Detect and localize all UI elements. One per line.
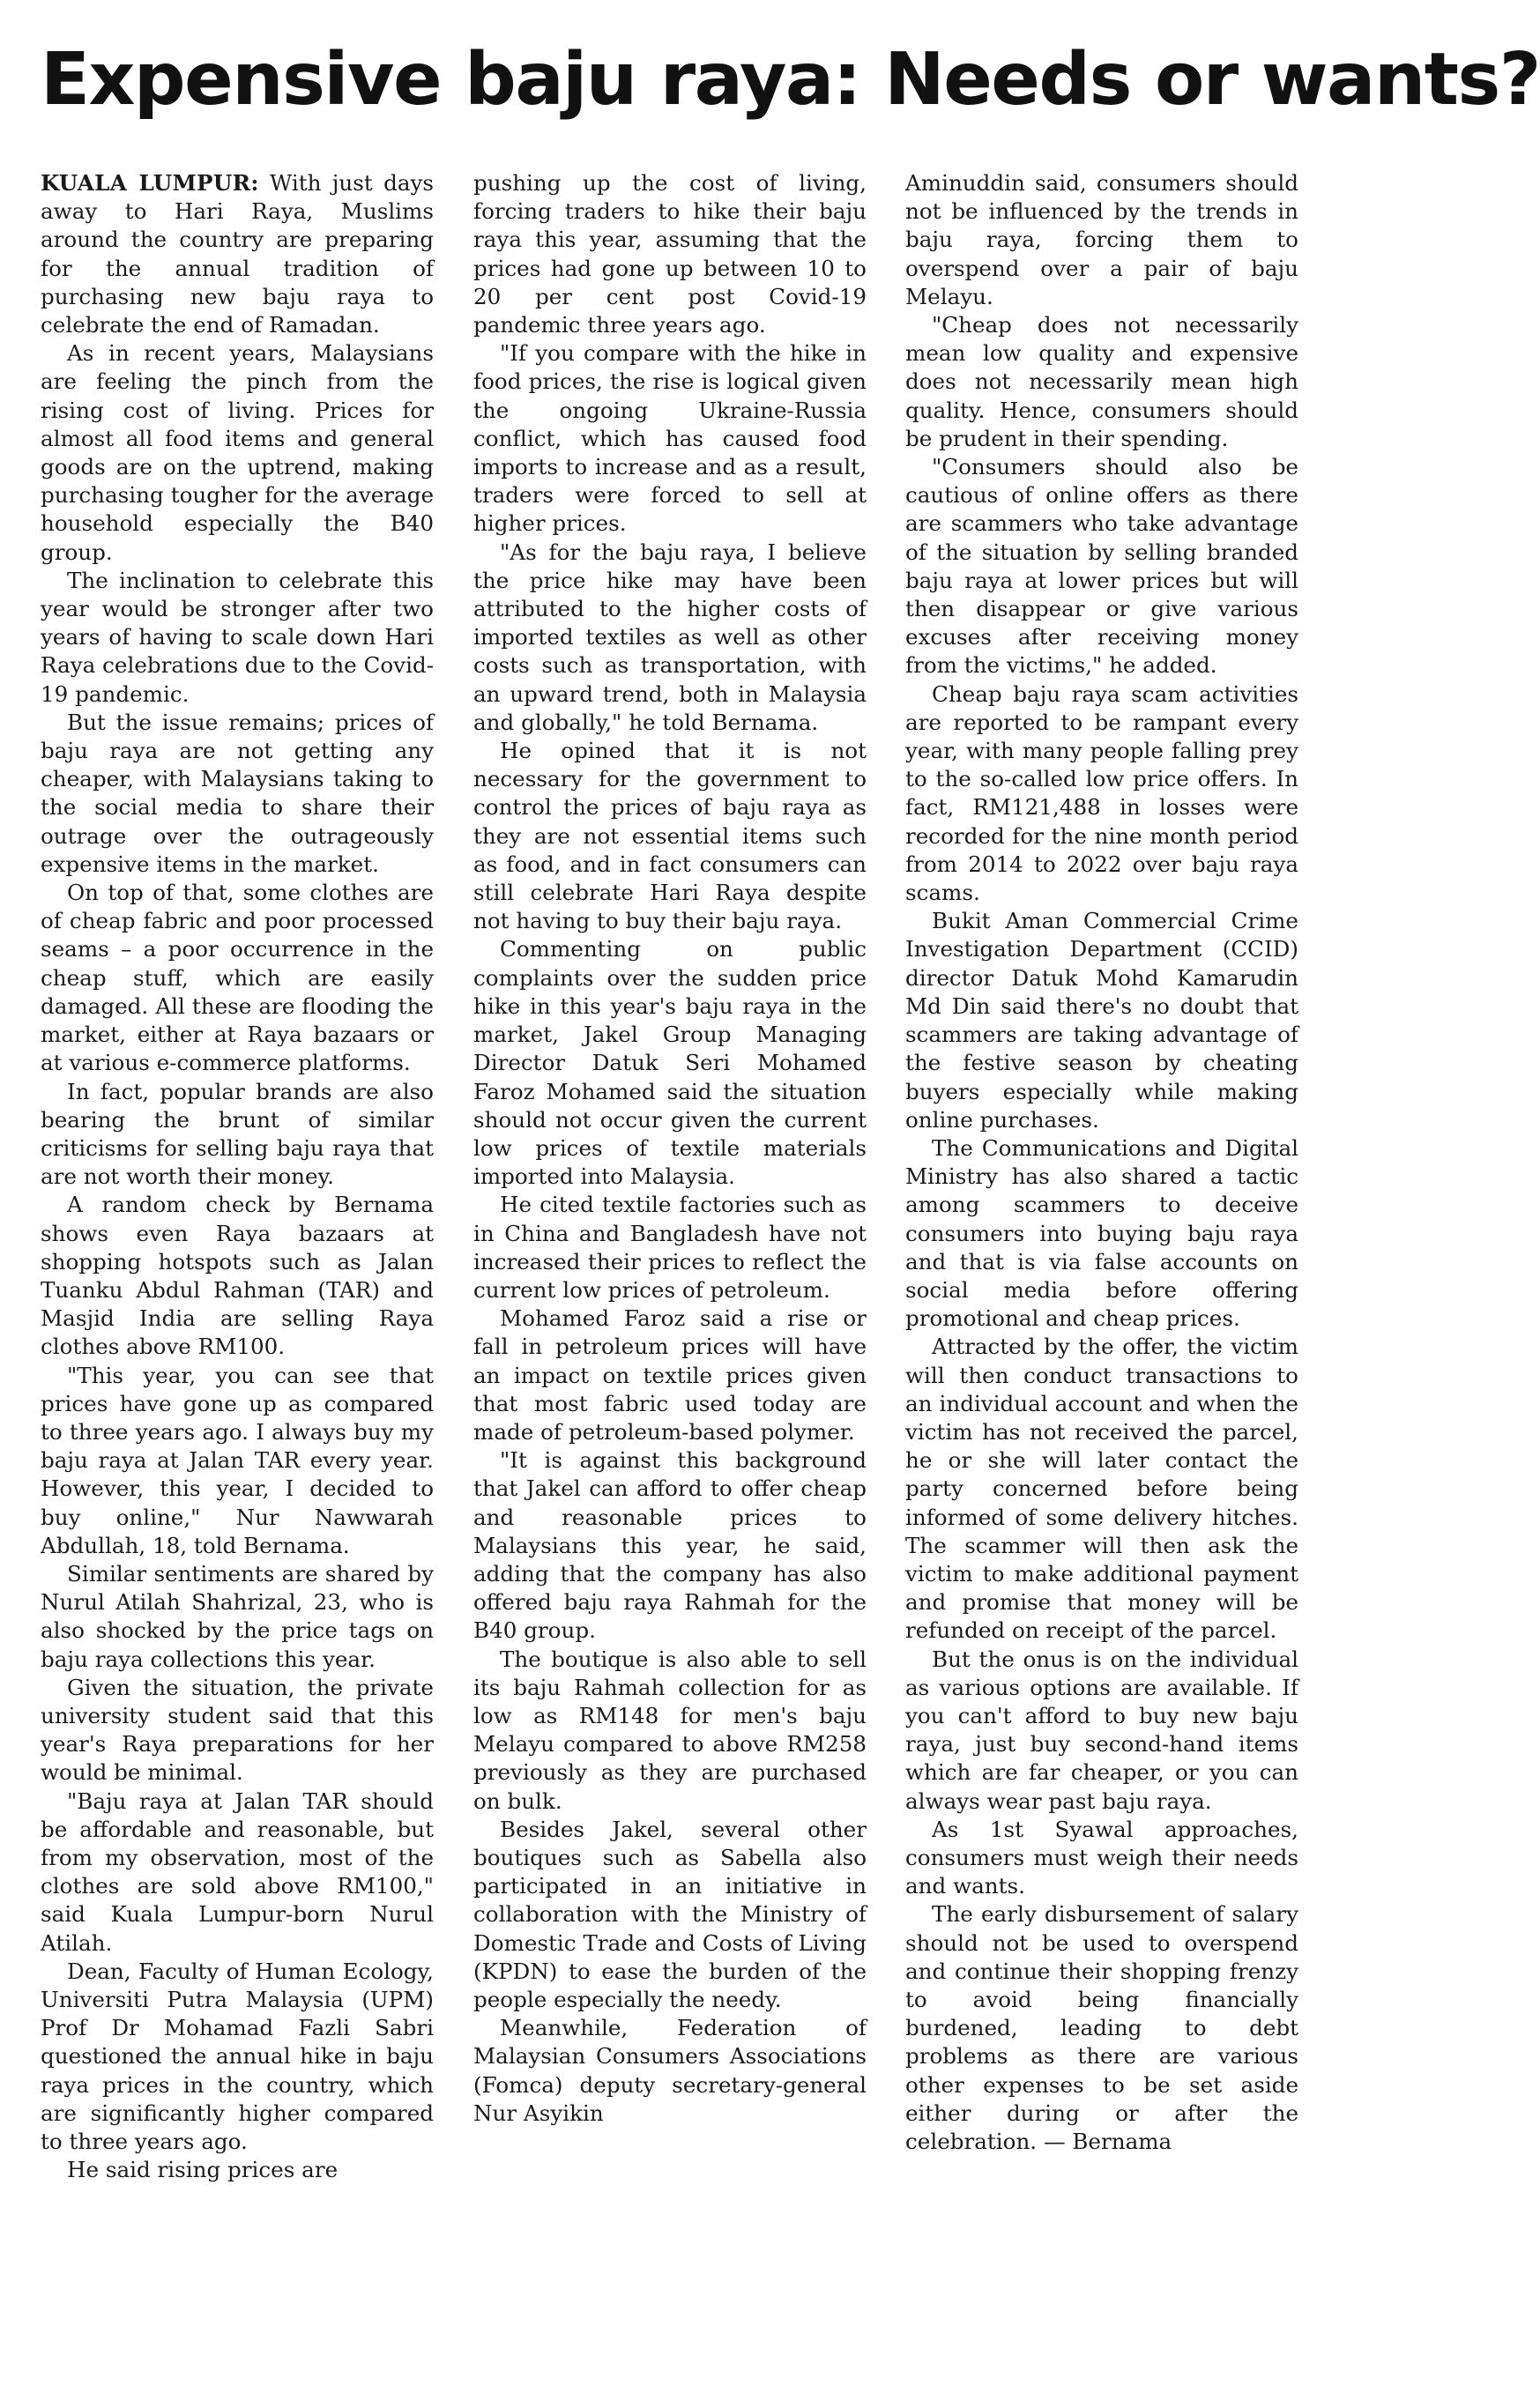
paragraph: "It is against this background that Jakel can afford to offer cheap and reasonable prices to Malaysians this year, he said, adding that the company has also offered baju raya Rahmah for the B40 group. <box>473 1447 867 1644</box>
paragraph: On top of that, some clothes are of cheap fabric and poor processed seams – a poor occurrence in the cheap stuff, which are easily damaged. All these are flooding the market, either at Raya bazaars or at various e-commerce platforms. <box>41 880 434 1076</box>
paragraph: But the onus is on the individual as various options are available. If you can't afford to buy new baju raya, just buy second-hand items which are far cheaper, or you can always wear past baju raya. <box>905 1646 1298 1814</box>
article-column-1 <box>41 169 434 2184</box>
paragraph: Dean, Faculty of Human Ecology, Universiti Putra Malaysia (UPM) Prof Dr Mohamad Fazli Sabri questioned the annual hike in baju raya prices in the country, which are significantly higher compared to three years ago. <box>41 1958 434 2155</box>
paragraph: "If you compare with the hike in food prices, the rise is logical given the ongoing Ukraine-Russia conflict, which has caused food imports to increase and as a result, traders were forced to sell at higher prices. <box>473 340 867 537</box>
paragraph: Commenting on public complaints over the sudden price hike in this year's baju raya in the market, Jakel Group Managing Director Datuk Seri Mohamed Faroz Mohamed said the situation should not occur given the current low prices of textile materials imported into Malaysia. <box>473 936 867 1190</box>
paragraph: But the issue remains; prices of baju raya are not getting any cheaper, with Malaysians taking to the social media to share their outrage over the outrageously expensive items in the market. <box>41 709 434 877</box>
paragraph: He said rising prices are <box>67 2157 339 2183</box>
paragraph: As 1st Syawal approaches, consumers must weigh their needs and wants. <box>905 1816 1298 1899</box>
paragraph: "As for the baju raya, I believe the price hike may have been attributed to the higher costs of imported textiles as well as other costs such as transportation, with an upward trend, both in Malaysia and globally," he told Bernama. <box>473 539 867 735</box>
lead-text: With just days away to Hari Raya, Muslims around the country are preparing for the annual tradition of purchasing new baju raya to celebrate the end of Ramadan. <box>41 170 435 338</box>
paragraph: A random check by Bernama shows even Raya bazaars at shopping hotspots such as Jalan Tuanku Abdul Rahman (TAR) and Masjid India are selling Raya clothes above RM100. <box>41 1192 434 1360</box>
paragraph: Mohamed Faroz said a rise or fall in petroleum prices will have an impact on textile prices given that most fabric used today are made of petroleum-based polymer. <box>473 1305 867 1445</box>
paragraph: In fact, popular brands are also bearing the brunt of similar criticisms for selling baju raya that are not worth their money. <box>41 1078 434 1190</box>
paragraph: Bukit Aman Commercial Crime Investigation Department (CCID) director Datuk Mohd Kamarudin Md Din said there's no doubt that scammers are taking advantage of the festive season by cheating buyers especially while making online purchases. <box>905 908 1298 1133</box>
paragraph-continued: pushing up the cost of living, forcing traders to hike their baju raya this year, assuming that the prices had gone up between 10 to 20 per cent post Covid-19 pandemic three years ago. <box>473 170 867 338</box>
paragraph: Attracted by the offer, the victim will then conduct transactions to an individual account and when the victim has not received the parcel, he or she will later contact the party concerned before being informed of some delivery hitches. The scammer will then ask the victim to make additional payment and promise that money will be refunded on receipt of the parcel. <box>905 1334 1298 1644</box>
article-column-3 <box>905 169 1298 2156</box>
paragraph: As in recent years, Malaysians are feeling the pinch from the rising cost of living. Prices for almost all food items and general goods are on the uptrend, making purchasing tougher for the average household especially the B40 group. <box>41 340 434 565</box>
paragraph: The Communications and Digital Ministry has also shared a tactic among scammers to deceive consumers into buying baju raya and that is via false accounts on social media before offering promotional and cheap prices. <box>905 1134 1298 1332</box>
paragraph: "Cheap does not necessarily mean low quality and expensive does not necessarily mean high quality. Hence, consumers should be prudent in their spending. <box>905 312 1298 451</box>
paragraph: "Baju raya at Jalan TAR should be affordable and reasonable, but from my observation, most of the clothes are sold above RM100," said Kuala Lumpur-born Nurul Atilah. <box>41 1787 434 1956</box>
dateline: KUALA LUMPUR: <box>41 170 259 196</box>
paragraph: The early disbursement of salary should not be used to overspend and continue their shopping frenzy to avoid being financially burdened, leading to debt problems as there are various other expenses to be set aside either during or after the celebration. — Bernama <box>905 1901 1298 2155</box>
paragraph: Similar sentiments are shared by Nurul Atilah Shahrizal, 23, who is also shocked by the price tags on baju raya collections this year. <box>41 1560 434 1672</box>
paragraph: Meanwhile, Federation of Malaysian Consumers Associations (Fomca) deputy secretary-general Nur Asyikin <box>473 2015 867 2126</box>
paragraph: Besides Jakel, several other boutiques such as Sabella also participated in an initiative in collaboration with the Ministry of Domestic Trade and Costs of Living (KPDN) to ease the burden of the people especially the needy. <box>473 1816 867 2012</box>
paragraph: The boutique is also able to sell its baju Rahmah collection for as low as RM148 for men's baju Melayu compared to above RM258 previously as they are purchased on bulk. <box>473 1646 867 1814</box>
paragraph: "This year, you can see that prices have gone up as compared to three years ago. I always buy my baju raya at Jalan TAR every year. However, this year, I decided to buy online," Nur Nawwarah Abdullah, 18, told Bernama. <box>41 1362 434 1558</box>
headline: Expensive baju raya: Needs or wants? <box>41 38 1540 122</box>
paragraph: He cited textile factories such as in China and Bangladesh have not increased their prices to reflect the current low prices of petroleum. <box>473 1192 867 1303</box>
paragraph: He opined that it is not necessary for the government to control the prices of baju raya as they are not essential items such as food, and in fact consumers can still celebrate Hari Raya despite not having to buy their baju raya. <box>473 738 867 934</box>
paragraph: "Consumers should also be cautious of online offers as there are scammers who take advantage of the situation by selling branded baju raya at lower prices but will then disappear or give various excuses after receiving money from the victims," he added. <box>905 454 1298 679</box>
article-column-2 <box>473 169 867 2128</box>
paragraph: Given the situation, the private university student said that this year's Raya preparations for her would be minimal. <box>41 1674 434 1786</box>
lead-paragraph <box>41 169 434 339</box>
paragraph: The inclination to celebrate this year would be stronger after two years of having to scale down Hari Raya celebrations due to the Covid-19 pandemic. <box>41 567 434 707</box>
paragraph: Cheap baju raya scam activities are reported to be rampant every year, with many people falling prey to the so-called low price offers. In fact, RM121,488 in losses were recorded for the nine month period from 2014 to 2022 over baju raya scams. <box>905 680 1298 906</box>
paragraph-continued: Aminuddin said, consumers should not be influenced by the trends in baju raya, forcing them to overspend over a pair of baju Melayu. <box>905 170 1298 309</box>
